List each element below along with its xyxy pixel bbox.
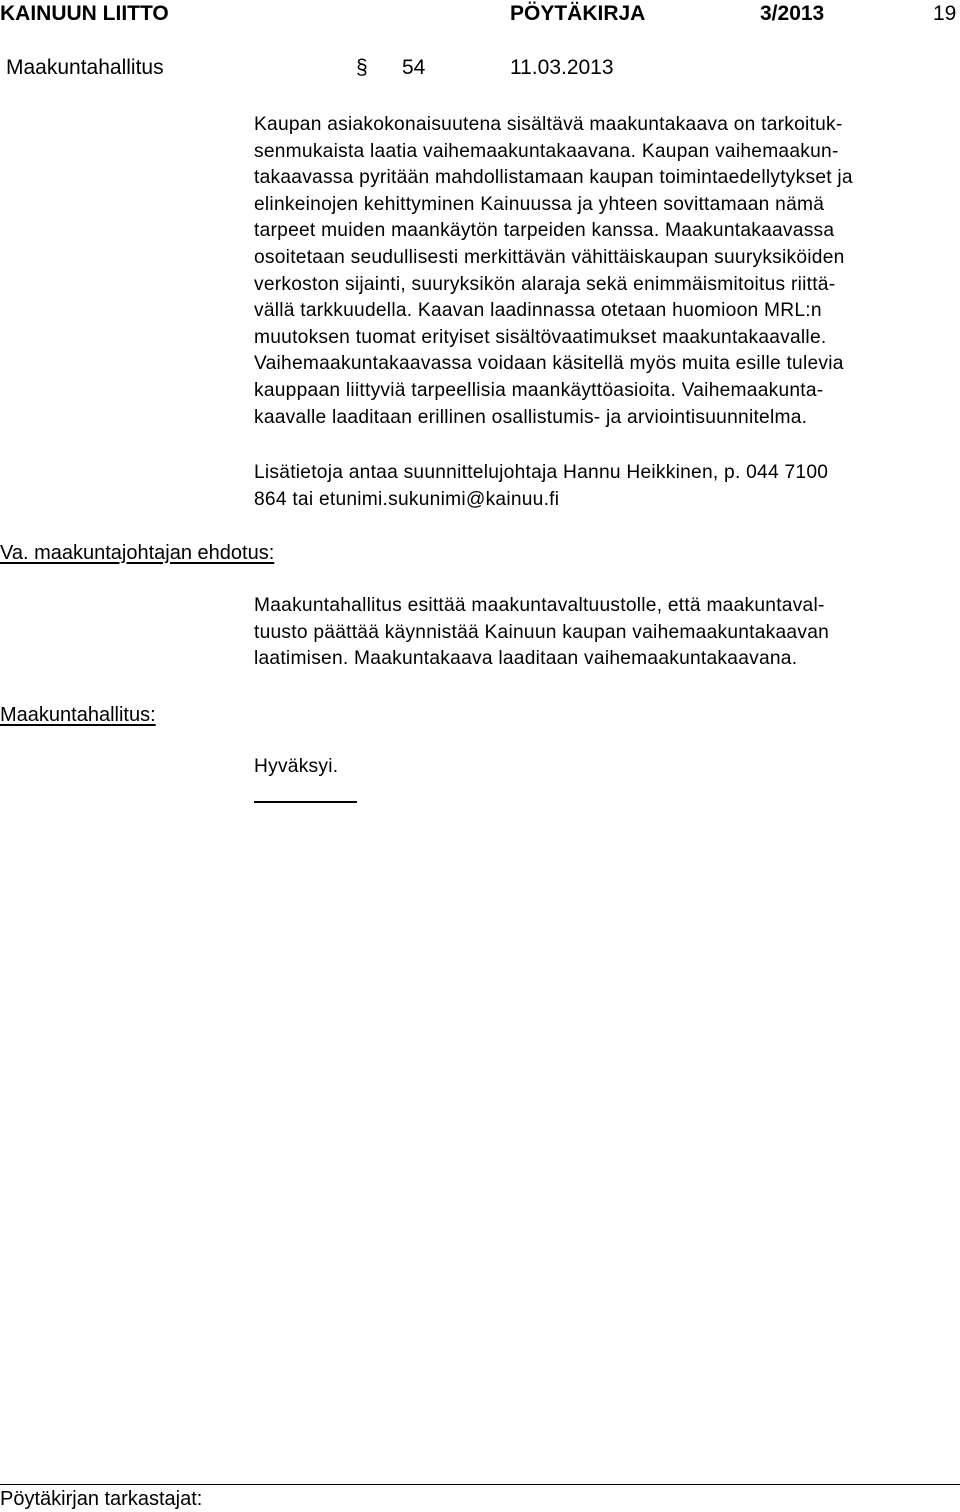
proposal-paragraph [254,593,944,673]
text-line: osoitetaan seudullisesti merkittävän vähittäiskaupan suuryksiköiden [254,246,845,268]
text-line: vällä tarkkuudella. Kaavan laadinnassa otetaan huomioon MRL:n [254,300,822,322]
text-line: Lisätietoja antaa suunnittelujohtaja Hannu Heikkinen, p. 044 7100 [254,462,829,483]
text-line: kaavalle laaditaan erillinen osallistumis- ja arviointisuunnitelma. [254,406,808,428]
text-line: kauppaan liittyviä tarpeellisia maankäyttöasioita. Vaihemaakunta- [254,379,824,401]
main-paragraph [254,112,944,431]
text-line: 864 tai etunimi.sukunimi@kainuu.fi [254,488,560,510]
footer-rule [0,1484,960,1485]
meeting-date: 11.03.2013 [510,56,614,79]
text-line: senmukaista laatia vaihemaakuntakaavana. Kaupan vaihemaakun- [254,140,839,162]
decision-underline [254,801,357,803]
board-decision-label: Maakuntahallitus: [0,704,156,726]
text-line: tarpeet muiden maankäytön tarpeiden kanssa. Maakuntakaavassa [254,220,835,242]
proposal-label: Va. maakuntajohtajan ehdotus: [0,542,275,564]
text-line: takaavassa pyritään mahdollistamaan kaupan toimintaedellytykset ja [254,167,853,189]
text-line: Kaupan asiakokonaisuutena sisältävä maakuntakaava on tarkoituk- [254,114,843,135]
document-number: 3/2013 [760,2,825,25]
text-line: laatimisen. Maakuntakaava laaditaan vaihemaakuntakaavana. [254,648,798,670]
section-number: 54 [402,56,426,79]
document-type: PÖYTÄKIRJA [510,2,646,25]
page-number: 19 [933,2,957,25]
section-symbol: § [356,56,368,79]
organization-name: KAINUUN LIITTO [0,2,169,25]
text-line: Maakuntahallitus esittää maakuntavaltuustolle, että maakuntaval- [254,595,825,616]
text-line: elinkeinojen kehittyminen Kainuussa ja yhteen sovittamaan nämä [254,193,825,215]
board-name: Maakuntahallitus [6,56,164,79]
contact-paragraph [254,460,944,513]
text-line: verkoston sijainti, suuryksikön alaraja sekä enimmäismitoitus riittä- [254,273,836,295]
text-line: muutoksen tuomat erityiset sisältövaatimukset maakuntakaavalle. [254,326,827,348]
decision-text: Hyväksyi. [254,756,339,777]
minutes-reviewers-label: Pöytäkirjan tarkastajat: [0,1488,203,1510]
text-line: Vaihemaakuntakaavassa voidaan käsitellä myös muita esille tulevia [254,353,844,375]
text-line: tuusto päättää käynnistää Kainuun kaupan vaihemaakuntakaavan [254,621,830,643]
